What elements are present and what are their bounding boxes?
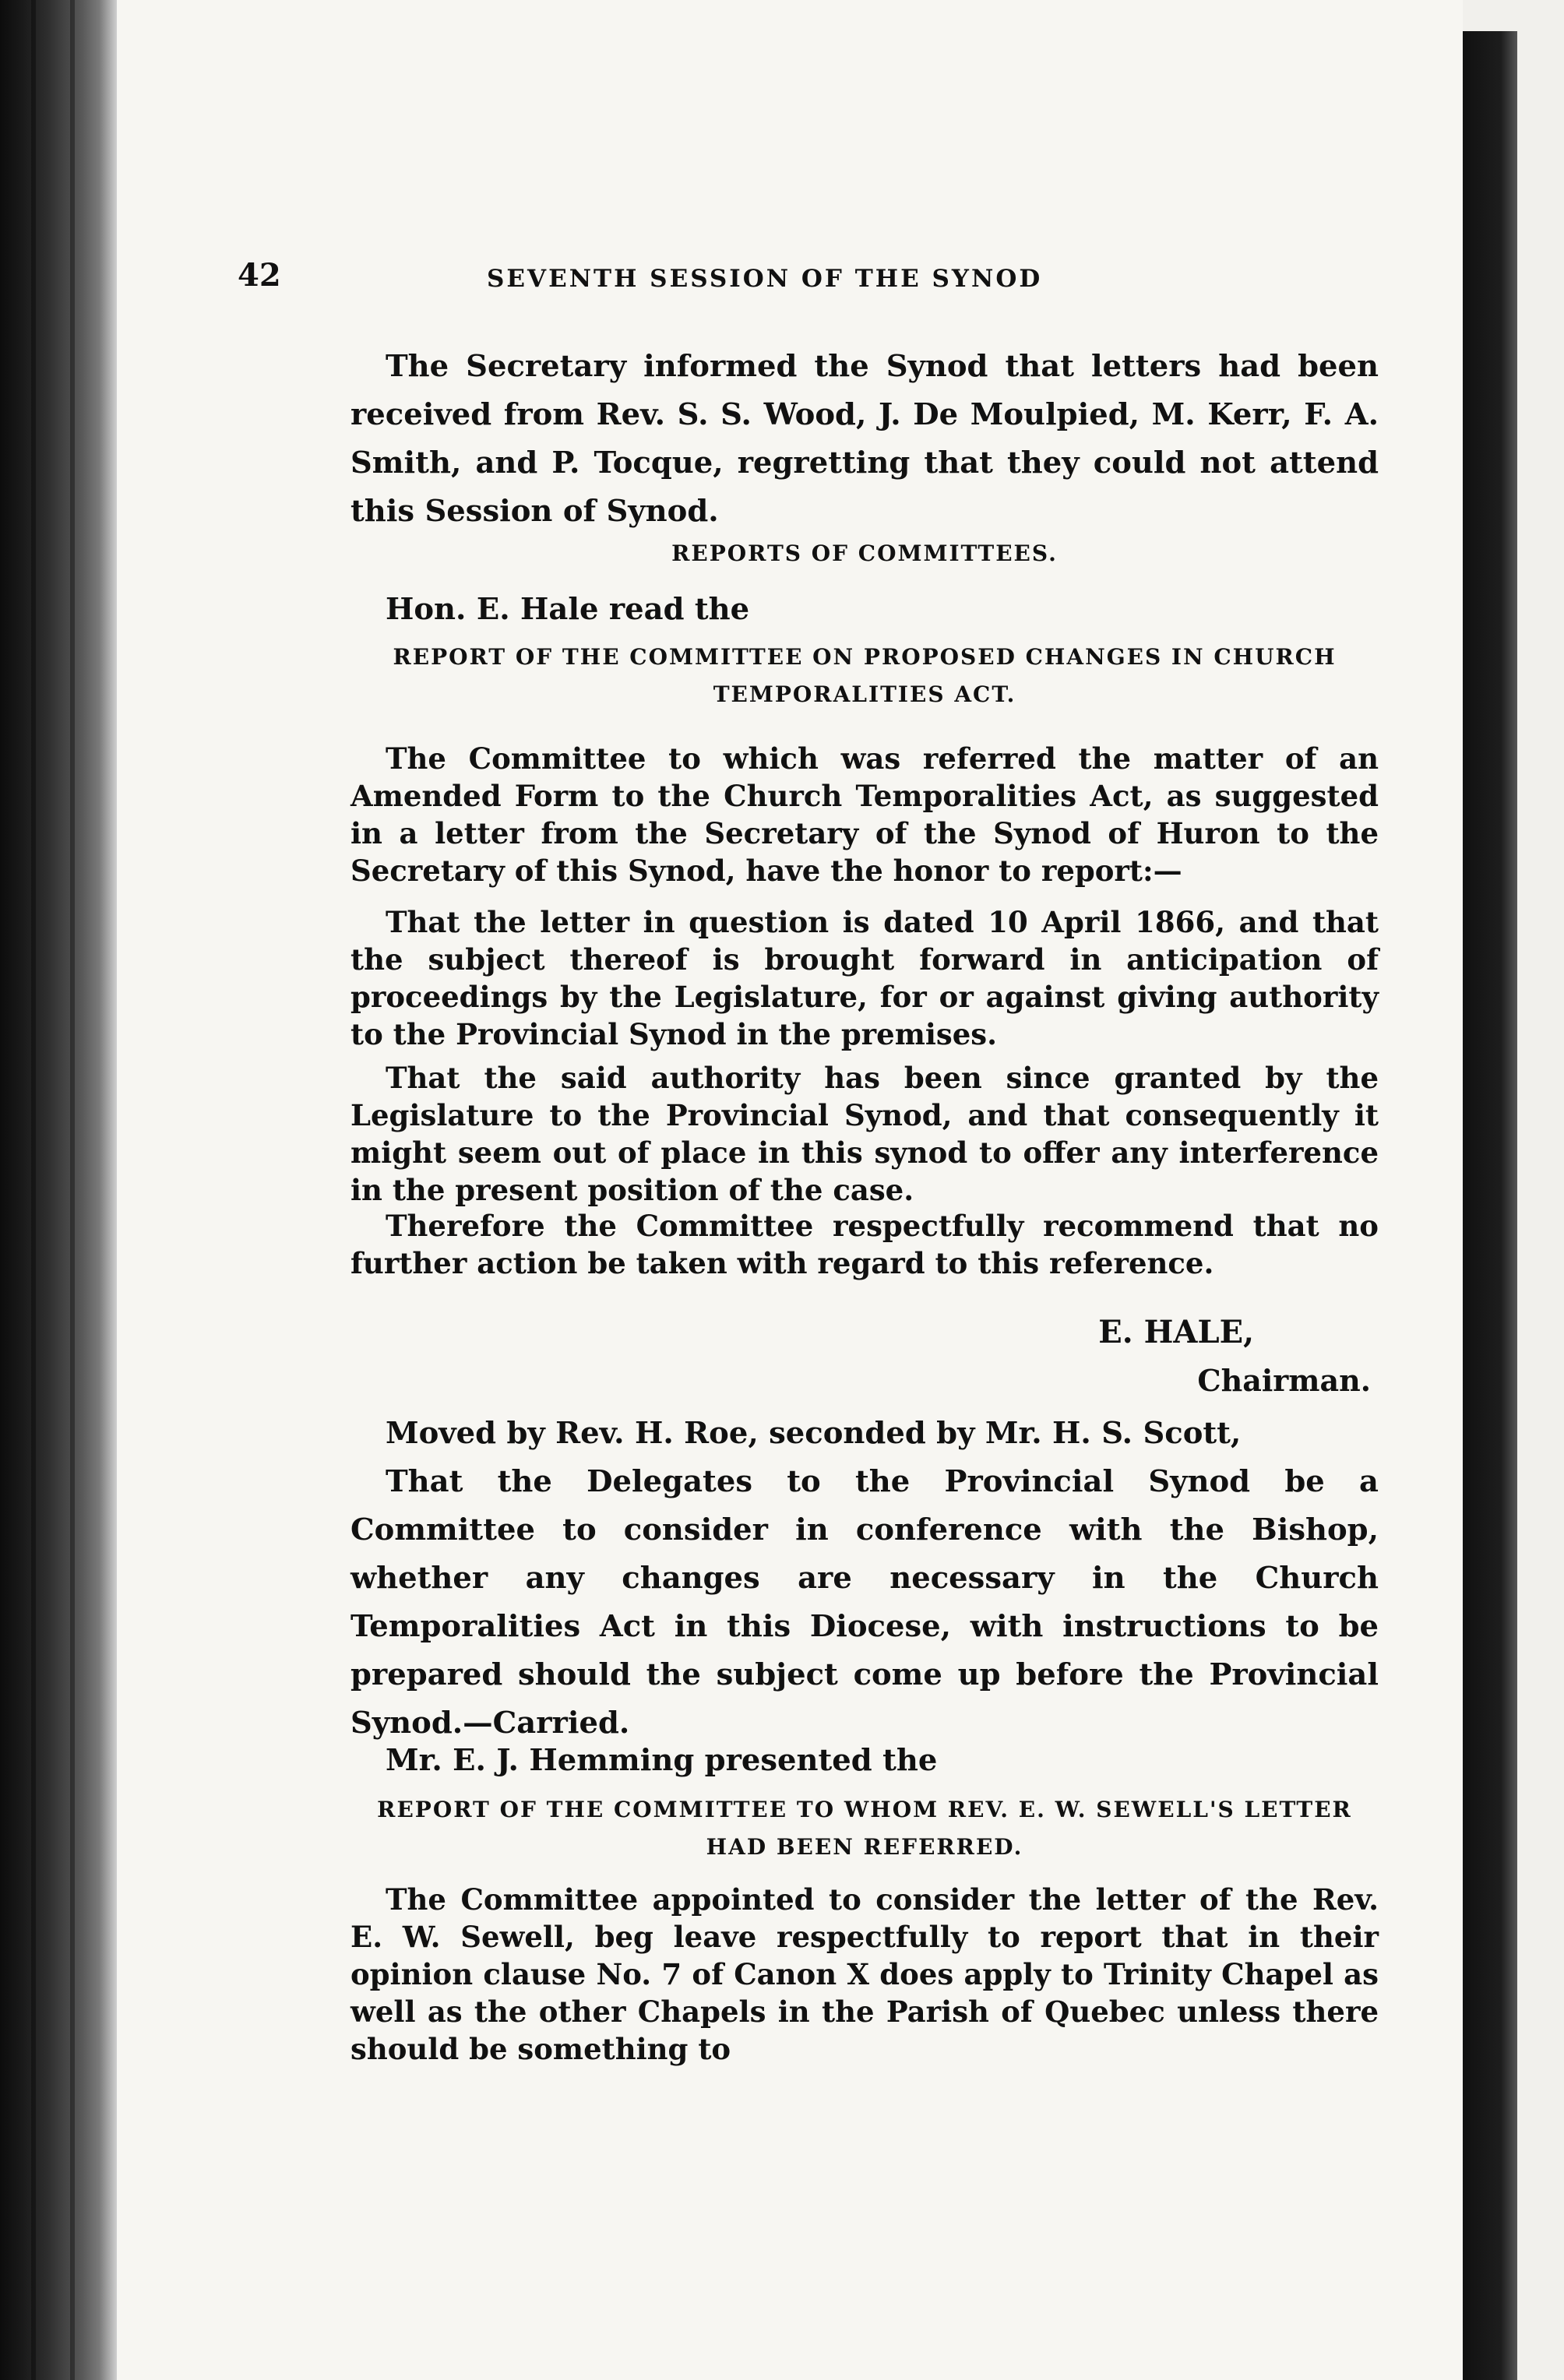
report1-paragraph4-block (350, 1207, 1379, 1282)
moved-line: Moved by Rev. H. Roe, seconded by Mr. H. S. Scott, (386, 1416, 1242, 1451)
report1-paragraph: Therefore the Committee respectfully recommend that no further action be taken with regard to this reference. (350, 1209, 1379, 1280)
report1-paragraph2-block (350, 903, 1379, 1053)
hale-read-line: Hon. E. Hale read the (386, 592, 750, 627)
report1-paragraph: That the letter in question is dated 10 April 1866, and that the subject thereof is brought forward in anticipation of proceedings by the Legislature, for or against giving authority to the Provincial Synod in the premises. (350, 905, 1379, 1051)
hemming-line: Mr. E. J. Hemming presented the (386, 1743, 938, 1778)
secretary-paragraph: The Secretary informed the Synod that letters had been received from Rev. S. S. Wood, J. De Moulpied, M. Kerr, F. A. Smith, and P. Tocque, regretting that they could not attend this Session of Synod. (350, 349, 1379, 529)
secretary-paragraph-block (350, 343, 1379, 536)
reports-heading-block (350, 530, 1379, 578)
reports-heading: REPORTS OF COMMITTEES. (671, 540, 1058, 566)
report2-paragraph-block (350, 1881, 1379, 2068)
page-number: 42 (238, 257, 281, 294)
motion-paragraph: That the Delegates to the Provincial Synod be a Committee to consider in conference with the Bishop, whether any changes are necessary in the Church Temporalities Act in this Diocese, with instructions to be prepared should the subject come up before the Provincial Synod.—Carried. (350, 1464, 1379, 1741)
hale-read-block (350, 586, 1379, 634)
signature-block (350, 1308, 1379, 1405)
report1-paragraph3-block (350, 1059, 1379, 1209)
spine-shadow (31, 0, 36, 2380)
hemming-block (350, 1737, 1379, 1785)
adjacent-page-edge (1463, 0, 1564, 2380)
report2-paragraph: The Committee appointed to consider the letter of the Rev. E. W. Sewell, beg leave respectfully to report that in their opinion clause No. 7 of Canon X does apply to Trinity Chapel as well as the other Chapels in the Parish of Quebec unless there should be something to (350, 1882, 1379, 2066)
page-header (238, 257, 1328, 304)
motion-block (350, 1410, 1379, 1748)
report1-paragraph1-block (350, 740, 1379, 889)
report1-title: REPORT OF THE COMMITTEE ON PROPOSED CHANGES IN CHURCH TEMPORALITIES ACT. (393, 644, 1337, 707)
report1-paragraph: The Committee to which was referred the matter of an Amended Form to the Church Temporalities Act, as suggested in a letter from the Secretary of the Synod of Huron to the Secretary of this Synod, have the honor to report:— (350, 741, 1379, 888)
signature-name: E. HALE, (1098, 1314, 1254, 1350)
report2-title-block (350, 1791, 1379, 1866)
report1-title-block (350, 639, 1379, 713)
report2-title: REPORT OF THE COMMITTEE TO WHOM REV. E. W. SEWELL'S LETTER HAD BEEN REFERRED. (377, 1797, 1352, 1860)
book-spine-left (0, 0, 117, 2380)
adjacent-page-shadow (1463, 31, 1517, 2380)
running-head: SEVENTH SESSION OF THE SYNOD (487, 265, 1043, 293)
report1-paragraph: That the said authority has been since granted by the Legislature to the Provincial Synod, and that consequently it might seem out of place in this synod to offer any interference in the present position of the case. (350, 1061, 1379, 1207)
spine-shadow (70, 0, 75, 2380)
signature-role: Chairman. (1197, 1363, 1371, 1398)
